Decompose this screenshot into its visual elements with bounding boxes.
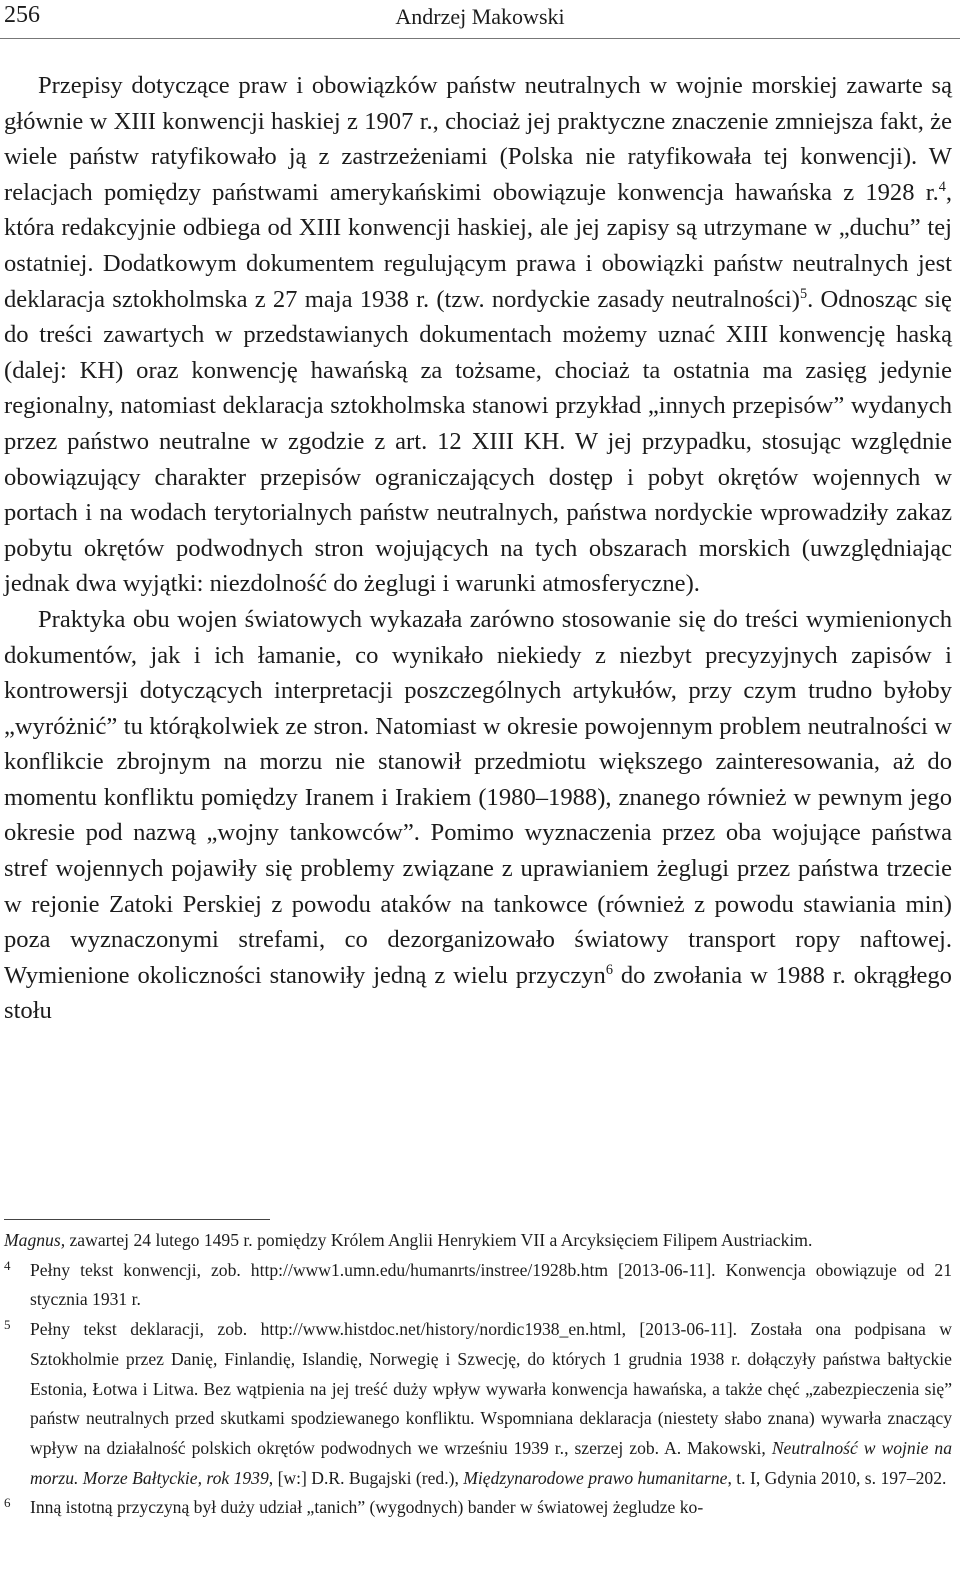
footnote-4 [4,1256,952,1315]
footnote-5-text-c: , t. I, Gdynia 2010, s. 197–202. [727,1467,947,1488]
paragraph-2-text-a: Praktyka obu wojen światowych wykazała zarówno stosowanie się do treści wymienionych dokumentów, jak i ich łamanie, co wynikało niekiedy z niezbyt precyzyjnych zapisów i kontrowersji dotyczących interpretacji poszczególnych artykułów, przy czym trudno byłoby „wyróżnić” tu którąkolwiek ze stron. Natomiast w okresie powojennym problem neutralności w konflikcie zbrojnym na morzu nie stanowił przedmiotu większego zainteresowania, aż do momentu konfliktu pomiędzy Iranem i Irakiem (1980–1988), znanego również w pewnym jego okresie pod nazwą „wojny tankowców”. Pomimo wyznaczenia przez oba wojujące państwa stref wojennych pojawiły się problemy związane z uprawianiem żeglugi przez państwa trzecie w rejonie Zatoki Perskiej z powodu ataków na tankowce (również z powodu stawiania min) poza wyznaczonymi strefami, co dezorganizowało światowy transport ropy naftowej. Wymienione okoliczności stanowiły jedną z wielu przyczyn [4,605,952,989]
footnote-6-text: Inną istotną przyczyną był duży udział „tanich” (wygodnych) bander w światowej żegludze ko- [30,1497,704,1518]
footnote-continuation-text: zawartej 24 lutego 1495 r. pomiędzy Królem Anglii Henrykiem VII a Arcyksięciem Filipem Austriackim. [65,1230,813,1250]
footnote-separator [4,1219,270,1220]
main-text [4,68,952,1029]
footnote-5-text-b: , [w:] D.R. Bugajski (red.), [268,1467,464,1488]
footnote-italic-magnus: Magnus, [4,1230,66,1250]
footnotes [4,1226,952,1523]
footnote-4-number: 4 [4,1257,11,1273]
paragraph-1-text-b: , która redakcyjnie odbiega od XIII konwencji haskiej, ale jej zapisy są utrzymane w „duchu” tej ostatniej. Dodatkowym dokumentem regulującym prawa i obowiązki państw neutralnych jest deklaracja sztokholmska z 27 maja 1938 r. (tzw. nordyckie zasady neutralności) [4,178,952,313]
footnote-5 [4,1315,952,1493]
running-header [0,0,960,34]
footnote-continuation [4,1226,952,1256]
header-rule [0,38,960,39]
footnote-ref-5[interactable]: 5 [799,285,808,302]
footnote-6 [4,1493,952,1523]
paragraph-1 [4,68,952,602]
paragraph-1-text-a: Przepisy dotyczące praw i obowiązków państw neutralnych w wojnie morskiej zawarte są głównie w XIII konwencji haskiej z 1907 r., chociaż jej praktyczne znaczenie zmniejsza fakt, że wiele państw ratyfikowało ją z zastrzeżeniami (Polska nie ratyfikowała tej konwencji). W relacjach pomiędzy państwami amerykańskimi obowiązuje konwencja hawańska z 1928 r. [4,72,952,206]
paragraph-2-text-b: do zwołania w 1988 r. okrągłego stołu [4,961,952,1025]
footnote-5-italic-title: Neutralność w wojnie na morzu. Morze Bałtyckie, rok 1939 [30,1437,952,1488]
footnote-5-number: 5 [4,1317,11,1333]
paragraph-2 [4,602,952,1029]
paragraph-1-text-c: . Odnosząc się do treści zawartych w przedstawianych dokumentach możemy uznać XIII konwencję haską (dalej: KH) oraz konwencję hawańską za tożsame, chociaż ta ostatnia ma zasięg jedynie regionalny, natomiast deklaracja sztokholmska stanowi przykład „innych przepisów” wydanych przez państwo neutralne w zgodzie z art. 12 XIII KH. W jej przypadku, stosując względnie obowiązujący charakter przepisów ograniczających dostęp i pobyt okrętów wojennych w portach i na wodach terytorialnych państw neutralnych, państwa nordyckie wprowadziły zakaz pobytu okrętów podwodnych stron wojujących na tych obszarach morskich (uwzględniając jednak dwa wyjątki: niezdolność do żeglugi i warunki atmosferyczne). [4,285,952,598]
page-number: 256 [4,2,40,28]
footnote-6-number: 6 [4,1495,11,1511]
footnote-5-italic-book: Międzynarodowe prawo humanitarne [463,1467,728,1488]
footnote-ref-4[interactable]: 4 [938,178,946,195]
running-head-author: Andrzej Makowski [395,4,565,29]
footnote-5-text-a: Pełny tekst deklaracji, zob. http://www.histdoc.net/history/nordic1938_en.html, [2013-06-11]. Została ona podpisana w Sztokholmie przez Danię, Finlandię, Islandię, Norwegię i Szwecję, do których 1 grudnia 1938 r. dołączyły państwa bałtyckie Estonia, Łotwa i Litwa. Bez wątpienia na jej treść duży wpływ wywarła konwencja hawańska, a także chęć „zabezpieczenia się” państw neutralnych przed skutkami spodziewanego konfliktu. Wspomniana deklaracja (niestety słabo znana) wywarła znaczący wpływ na działalność polskich okrętów podwodnych we wrześniu 1939 r., szerzej zob. A. Makowski, [30,1319,952,1458]
footnote-4-text: Pełny tekst konwencji, zob. http://www1.umn.edu/humanrts/instree/1928b.htm [2013-06-11]. Konwencja obowiązuje od 21 stycznia 1931 r. [30,1259,952,1310]
footnote-ref-6[interactable]: 6 [605,962,613,978]
